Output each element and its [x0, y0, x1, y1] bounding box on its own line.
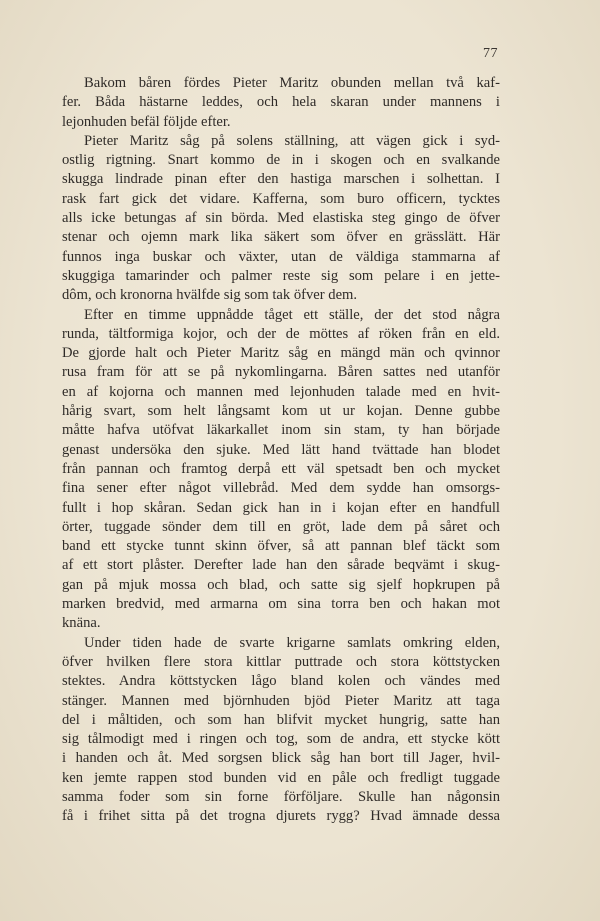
text-line: sig tålmodigt med i ringen och tog, som de andra, ett stycke kött	[62, 731, 500, 748]
text-line: runda, tältformiga kojor, och der de möttes af röken från en eld.	[62, 325, 500, 342]
text-line: De gjorde halt och Pieter Maritz såg en mängd män och qvinnor	[62, 345, 500, 362]
text-line: öfver hvilken flere stora kittlar puttrade och stora köttstycken	[62, 653, 500, 670]
text-line: del i måltiden, och som han blifvit mycket hungrig, satte han	[62, 711, 500, 728]
body-text	[62, 74, 500, 827]
text-line: stektes. Andra köttstycken lågo bland kolen och vändes med	[62, 673, 500, 690]
text-line: ostlig rigtning. Snart kommo de in i skogen och en svalkande	[62, 152, 500, 169]
text-line: Under tiden hade de svarte krigarne samlats omkring elden,	[84, 634, 500, 651]
text-line: dôm, och kronorna hvälfde sig som tak öfver dem.	[62, 287, 358, 304]
text-line: Bakom båren fördes Pieter Maritz obunden mellan två kaf-	[84, 75, 500, 91]
text-line: få i frihet sitta på det trogna djurets rygg? Hvad ämnade dessa	[62, 808, 500, 825]
text-line: ken jemte rappen stod bunden vid en påle och fredligt tuggade	[62, 769, 500, 786]
text-line: fer. Båda hästarne leddes, och hela skaran under mannens i	[62, 94, 500, 111]
text-line: skuggiga tamarinder och palmer reste sig som pelare i en jette-	[62, 267, 500, 284]
text-line: knäna.	[62, 615, 101, 632]
text-line: Efter en timme uppnådde tåget ett ställe, der det stod några	[84, 306, 500, 323]
text-line: måtte hafva utöfvat läkarkallet inom sin stam, ty han började	[62, 422, 500, 439]
text-line: fullt i hop skåran. Sedan gick han in i kojan efter en handfull	[62, 499, 500, 516]
text-line: fina sener efter något villebråd. Med dem sydde han omsorgs-	[62, 480, 500, 497]
text-line: i handen och åt. Med sorgsen blick såg han bort till Jager, hvil-	[62, 750, 500, 767]
text-line: lejonhuden befäl följde efter.	[62, 113, 231, 130]
text-line: Pieter Maritz såg på solens ställning, att vägen gick i syd-	[84, 132, 500, 149]
text-line: stenar och ojemn mark lika säkert som öfver en grässlätt. Här	[62, 229, 500, 246]
text-line: skugga lindrade pinan efter den hastiga marschen i solhettan. I	[62, 171, 500, 188]
text-line: från pannan och framtog derpå ett väl spetsadt ben och mycket	[62, 460, 500, 477]
text-line: en af kojorna och mannen med lejonhuden talade med en hvit-	[62, 383, 500, 400]
text-line: funnos inga buskar och växter, utan de väldiga stammarna af	[62, 248, 500, 265]
text-line: genast undersöka den sjuke. Med lätt hand tvättade han blodet	[62, 441, 500, 458]
text-line: band ett stycke tunnt skinn öfver, så att pannan blef täckt som	[62, 538, 500, 555]
text-line: rask fart gick det vidare. Kafferna, som buro officern, tycktes	[62, 190, 500, 207]
text-line: örter, tuggade sönder dem till en gröt, lade dem på såret och	[62, 518, 500, 535]
text-line: alls icke betungas af sin börda. Med elastiska steg gingo de öfver	[62, 210, 500, 227]
text-line: marken bredvid, med armarna om sina torra ben och hakan mot	[62, 596, 500, 613]
text-line: samma foder som sin forne förföljare. Skulle han någonsin	[62, 788, 500, 805]
text-line: rusa fram för att se på nykomlingarna. Båren sattes ned utanför	[62, 364, 500, 381]
text-line: af ett stort plåster. Derefter lade han den sårade beqvämt i skug-	[62, 557, 500, 574]
text-line: hårig svart, som helt långsamt kom ut ur kojan. Denne gubbe	[62, 403, 500, 420]
text-line: gan på mjuk mossa och blad, och satte sig sjelf hopkrupen på	[62, 576, 500, 593]
text-line: stänger. Mannen med björnhuden bjöd Pieter Maritz att taga	[62, 692, 500, 709]
page-number: 77	[483, 46, 498, 61]
